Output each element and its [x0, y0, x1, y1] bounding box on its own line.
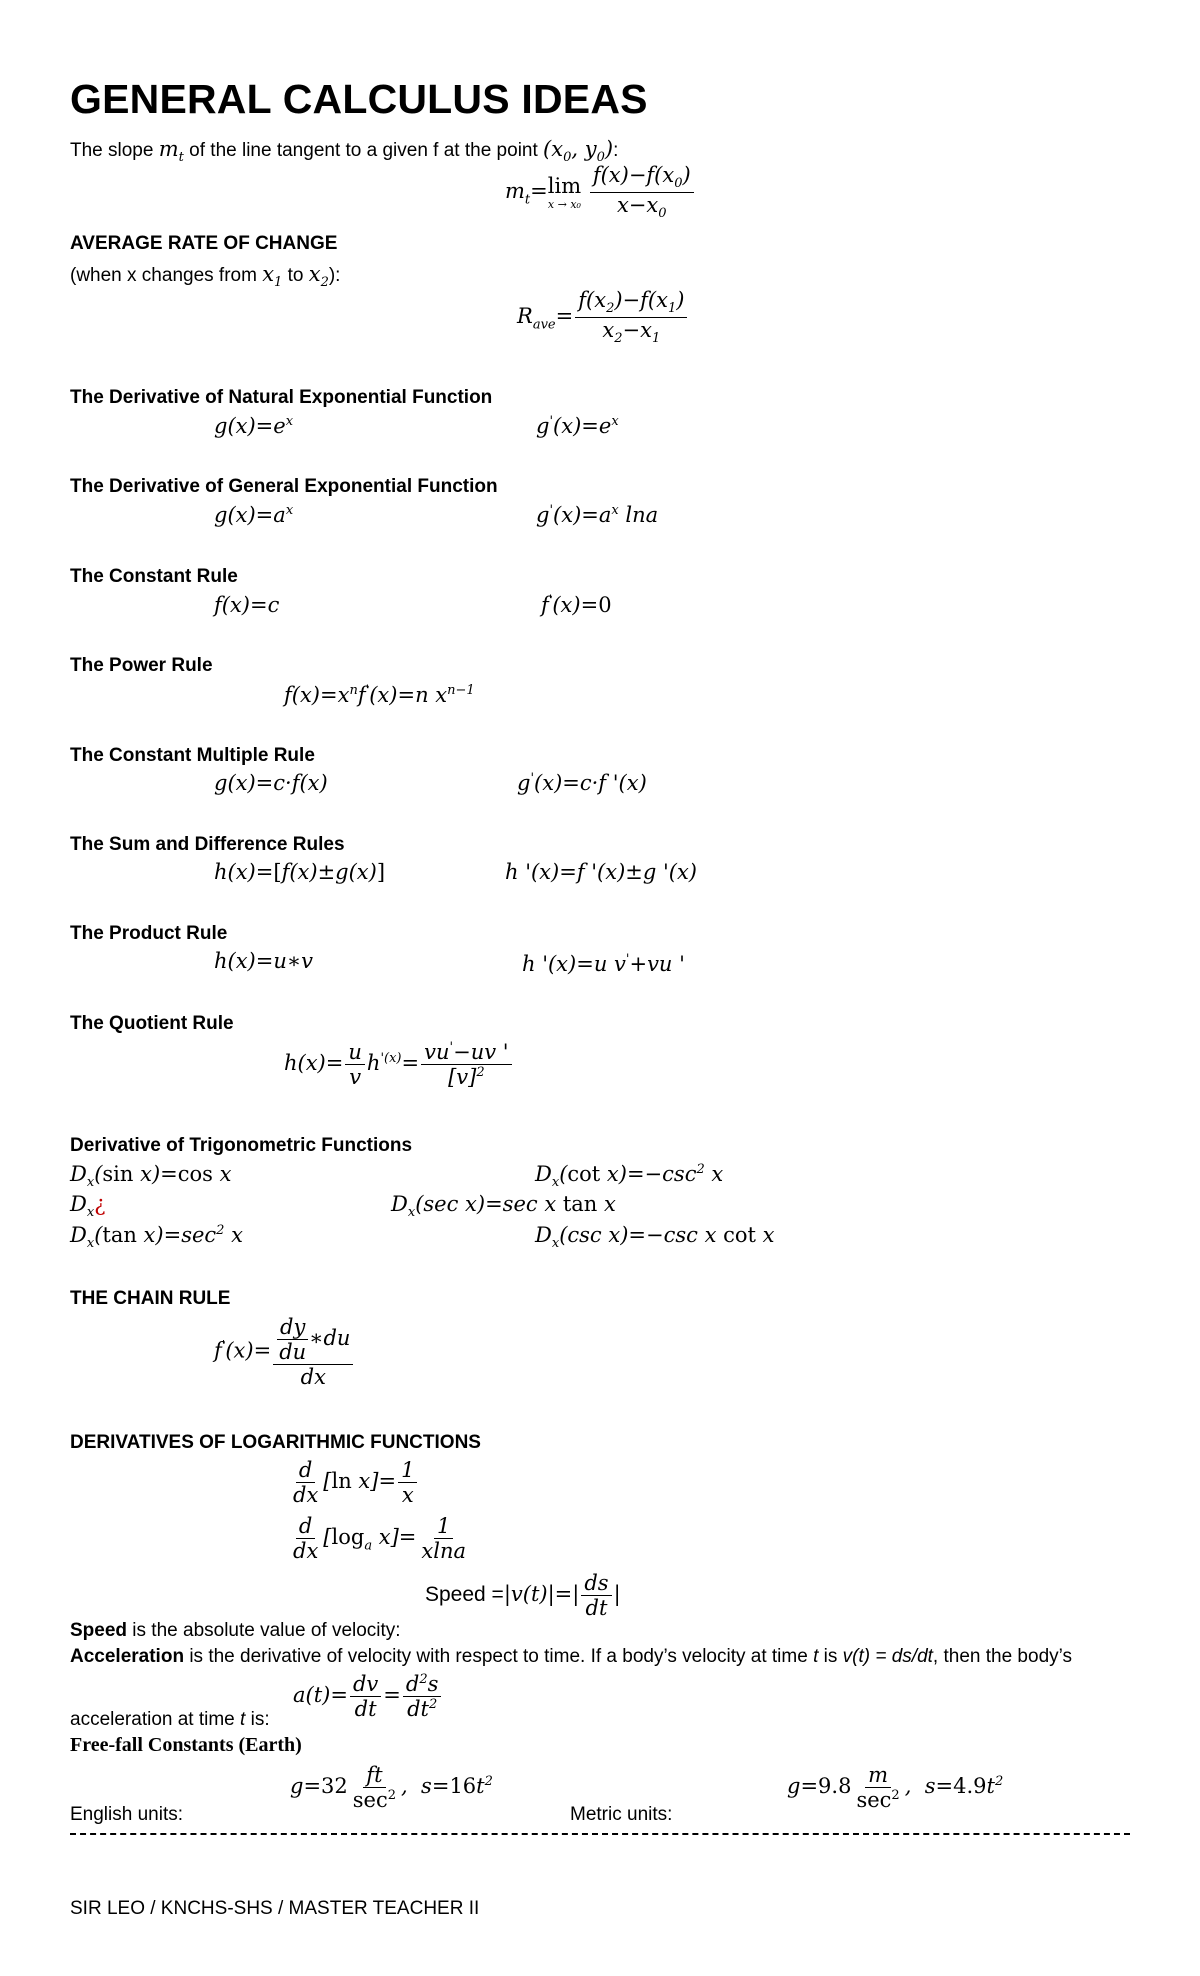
acceleration-line2-t: t	[240, 1709, 246, 1730]
acceleration-desc: is the derivative of velocity with respect to time. If a body’s velocity at time	[184, 1646, 814, 1667]
log-ln-formula: $\frac{d}{dx}$ [ln x]= $\frac{1}{x}$	[288, 1458, 419, 1507]
general-exp-derivative: $g'(x)=a^x$ lna	[536, 503, 659, 527]
acceleration-line2	[70, 1709, 270, 1731]
general-exp-heading: The Derivative of General Exponential Function	[70, 476, 498, 497]
speed-bold: Speed	[70, 1620, 128, 1641]
trig-csc: $D_x(\csc$ x)=−csc x cot x	[535, 1223, 775, 1252]
constant-multiple-heading: The Constant Multiple Rule	[70, 745, 315, 766]
tangent-slope-text	[70, 137, 618, 165]
acceleration-vt: v(t) = ds/dt	[842, 1646, 933, 1667]
product-derivative: h '(x)=u v'+vu '	[522, 952, 685, 976]
avg-rate-text-c: ):	[328, 265, 341, 286]
log-heading: DERIVATIVES OF LOGARITHMIC FUNCTIONS	[70, 1432, 481, 1453]
speed-formula-label: Speed =	[425, 1583, 504, 1607]
avg-rate-text-a: (when x changes from	[70, 265, 263, 286]
natural-exp-derivative: $g'(x)=e^x$	[536, 414, 619, 438]
sum-diff-heading: The Sum and Difference Rules	[70, 834, 345, 855]
trig-sin: $D_x(\sin$ x)=cos x	[70, 1162, 232, 1191]
avg-rate-text-b: to	[282, 265, 309, 286]
trig-cos: $D_x¿$	[70, 1192, 106, 1221]
acceleration-desc3: , then the body’s	[932, 1646, 1073, 1667]
log-loga-formula: $\frac{d}{dx}$ [$\log_a$ x]= $\frac{1}{xlna}$	[293, 1514, 467, 1564]
point-symbol: ($x_0$, $y_0$)	[543, 137, 614, 166]
speed-desc: is the absolute value of velocity:	[127, 1620, 401, 1641]
acceleration-desc2: is	[818, 1646, 843, 1667]
trig-tan: $D_x(\tan$ $x)=\sec^2$ x	[70, 1223, 243, 1252]
acceleration-line2-a: acceleration at time	[70, 1709, 241, 1730]
sum-diff-function: h(x)=[f(x)±g(x)]	[214, 860, 386, 884]
avg-rate-formula: $R_{ave}=$ $\frac{f(x_2)-f(x_1)}{x_2-x_1}$	[517, 288, 689, 347]
product-function: h(x)=u∗v	[214, 949, 314, 973]
tangent-slope-formula: $m_t=$ lim x → x₀ $\frac{f(x)-f(x_0)}{x-x_0}$	[505, 163, 696, 222]
trig-heading: Derivative of Trigonometric Functions	[70, 1135, 413, 1156]
footer-text: SIR LEO / KNCHS-SHS / MASTER TEACHER II	[70, 1898, 480, 1919]
page-title: GENERAL CALCULUS IDEAS	[70, 76, 648, 122]
natural-exp-function: $g(x)=e^x$	[214, 414, 294, 438]
chain-rule-heading: THE CHAIN RULE	[70, 1288, 231, 1309]
mt-symbol: $m_t$	[158, 137, 184, 166]
dashed-divider	[70, 1833, 1130, 1835]
chain-rule-formula: f'(x)= $\frac{dy}{du}$ ∗du dx	[214, 1315, 355, 1389]
tangent-text-b: of the line tangent to a given f at the point	[183, 140, 544, 161]
constant-function: f(x)=c	[214, 593, 280, 617]
english-units-label: English units:	[70, 1804, 184, 1825]
product-rule-heading: The Product Rule	[70, 923, 228, 944]
avg-rate-text: (when x changes from $x_1$ to $x_2$):	[70, 262, 341, 291]
quotient-rule-formula: h(x)= $\frac{u}{v}$ $h^{'(x)}=$ $\frac{vu'-uv '}{[v]^2}$	[284, 1040, 514, 1089]
trig-cot: $D_x(\cot$ $x)=-\csc^2$ x	[535, 1162, 724, 1191]
avg-rate-heading: AVERAGE RATE OF CHANGE	[70, 233, 338, 254]
english-units-formula: g=32 $\frac{ft}{\sec^2}$ , $s=16t^2$	[290, 1763, 493, 1813]
tangent-text-a: The slope	[70, 140, 159, 161]
trig-sec: $D_x(\sec$ x)=sec x tan x	[391, 1192, 616, 1221]
quotient-rule-heading: The Quotient Rule	[70, 1013, 234, 1034]
constant-rule-heading: The Constant Rule	[70, 566, 238, 587]
acceleration-t: t	[813, 1646, 819, 1667]
metric-units-label: Metric units:	[570, 1804, 673, 1825]
constant-multiple-function: g(x)=c·f(x)	[214, 771, 328, 795]
speed-text	[70, 1620, 401, 1642]
acceleration-line2-b: is:	[245, 1709, 270, 1730]
tangent-text-c: :	[613, 140, 619, 161]
metric-units-formula: g=9.8 $\frac{m}{\sec^2}$ , $s=4.9t^2$	[787, 1763, 1004, 1813]
natural-exp-heading: The Derivative of Natural Exponential Function	[70, 387, 493, 408]
sum-diff-derivative: h '(x)=f '(x)±g '(x)	[505, 860, 697, 884]
power-rule-formula: $f(x)=x^nf'(x)=n$ $x^{n-1}$	[284, 683, 475, 707]
speed-formula: Speed =|v(t)|=| $\frac{ds}{dt}$ |	[425, 1571, 621, 1621]
general-exp-function: $g(x)=a^x$	[214, 503, 294, 527]
constant-multiple-derivative: g'(x)=c·f '(x)	[517, 771, 647, 795]
acceleration-formula: a(t)= $\frac{dv}{dt}$ = $\frac{d^2s}{dt^2}$	[293, 1672, 443, 1721]
acceleration-bold: Acceleration	[70, 1646, 185, 1667]
freefall-heading: Free-fall Constants (Earth)	[70, 1734, 302, 1756]
constant-derivative: f'(x)=0	[541, 593, 612, 617]
acceleration-text	[70, 1646, 1072, 1668]
power-rule-heading: The Power Rule	[70, 655, 213, 676]
